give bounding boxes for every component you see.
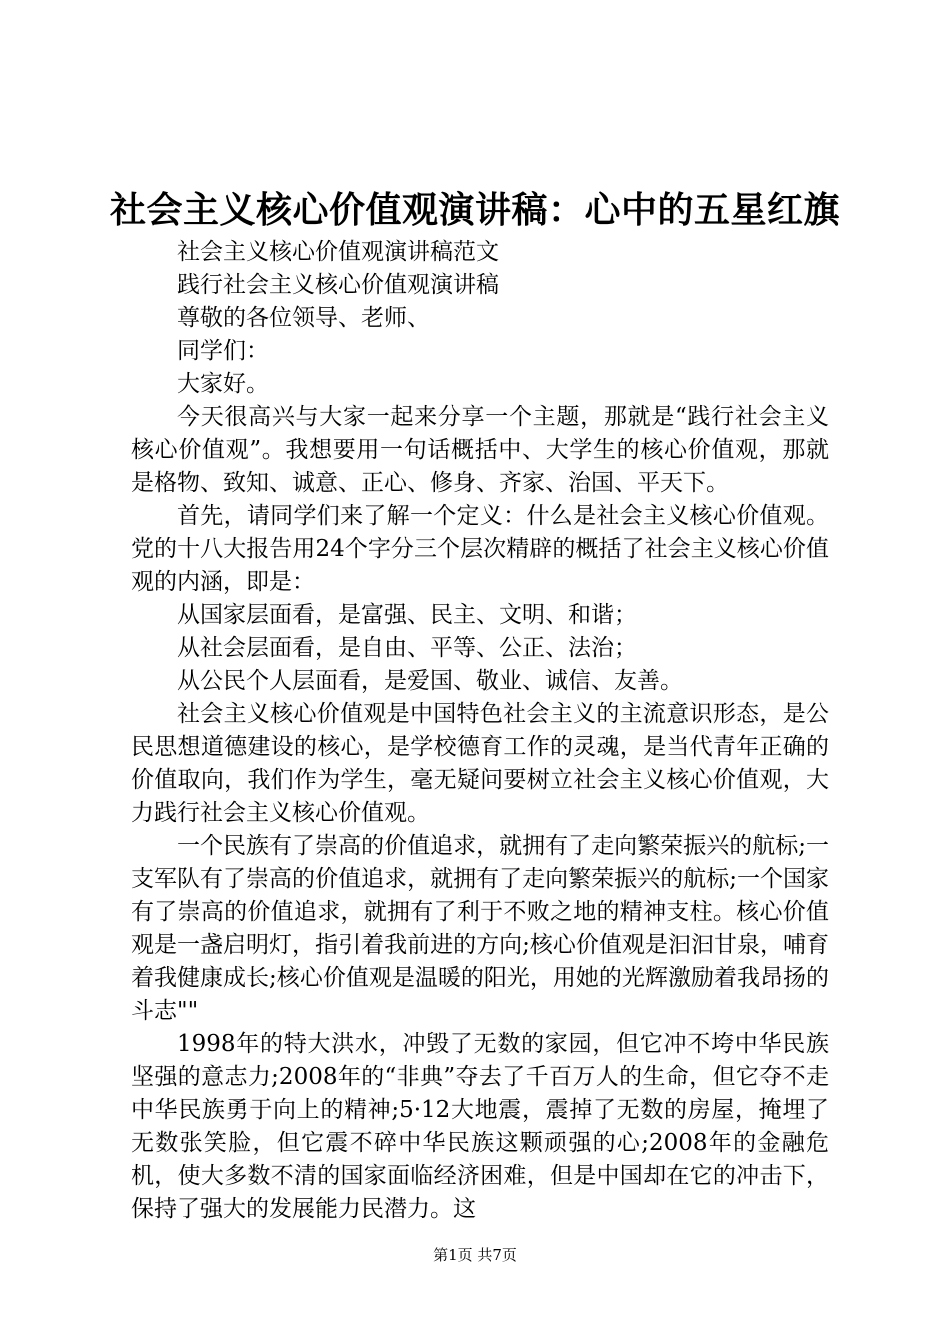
paragraph: 从社会层面看，是自由、平等、公正、法治； bbox=[177, 635, 637, 661]
paragraph: 1998年的特大洪水，冲毁了无数的家园，但它冲不垮中华民族坚强的意志力;2008年的“非典”夺去了千百万人的生命，但它夺不走中华民族勇于向上的精神;5·12大地震，震掉了无数的房屋，掩埋了无数张笑脸，但它震不碎中华民族这颗顽强的心;2008年的金融危机，使大多数不清的国家面临经济困难，但是中国却在它的冲击下，保持了强大的发展能力民潜力。这 bbox=[131, 1031, 829, 1222]
paragraph: 社会主义核心价值观是中国特色社会主义的主流意识形态，是公民思想道德建设的核心，是学校德育工作的灵魂，是当代青年正确的价值取向，我们作为学生，毫无疑问要树立社会主义核心价值观，大力践行社会主义核心价值观。 bbox=[131, 701, 829, 826]
paragraph: 践行社会主义核心价值观演讲稿 bbox=[177, 272, 499, 298]
paragraph: 社会主义核心价值观演讲稿范文 bbox=[177, 239, 499, 265]
paragraph: 首先，请同学们来了解一个定义：什么是社会主义核心价值观。党的十八大报告用24个字分三个层次精辟的概括了社会主义核心价值观的内涵，即是： bbox=[131, 503, 829, 595]
salutation: 同学们： bbox=[177, 338, 269, 364]
page-footer: 第1页 共7页 bbox=[433, 1246, 517, 1264]
greeting: 大家好。 bbox=[177, 371, 269, 397]
document-title: 社会主义核心价值观演讲稿：心中的五星红旗 bbox=[109, 189, 840, 231]
paragraph: 一个民族有了崇高的价值追求，就拥有了走向繁荣振兴的航标;一支军队有了崇高的价值追求，就拥有了走向繁荣振兴的航标;一个国家有了崇高的价值追求，就拥有了利于不败之地的精神支柱。核心价值观是一盏启明灯，指引着我前进的方向;核心价值观是汩汩甘泉，哺育着我健康成长;核心价值观是温暖的阳光，用她的光辉激励着我昂扬的斗志"" bbox=[131, 833, 829, 1024]
document-body bbox=[131, 236, 829, 1226]
paragraph: 从国家层面看，是富强、民主、文明、和谐； bbox=[177, 602, 637, 628]
paragraph: 今天很高兴与大家一起来分享一个主题，那就是“践行社会主义核心价值观”。我想要用一句话概括中、大学生的核心价值观，那就是格物、致知、诚意、正心、修身、齐家、治国、平天下。 bbox=[131, 404, 829, 496]
paragraph: 从公民个人层面看，是爱国、敬业、诚信、友善。 bbox=[177, 668, 683, 694]
salutation: 尊敬的各位领导、老师、 bbox=[177, 305, 430, 331]
